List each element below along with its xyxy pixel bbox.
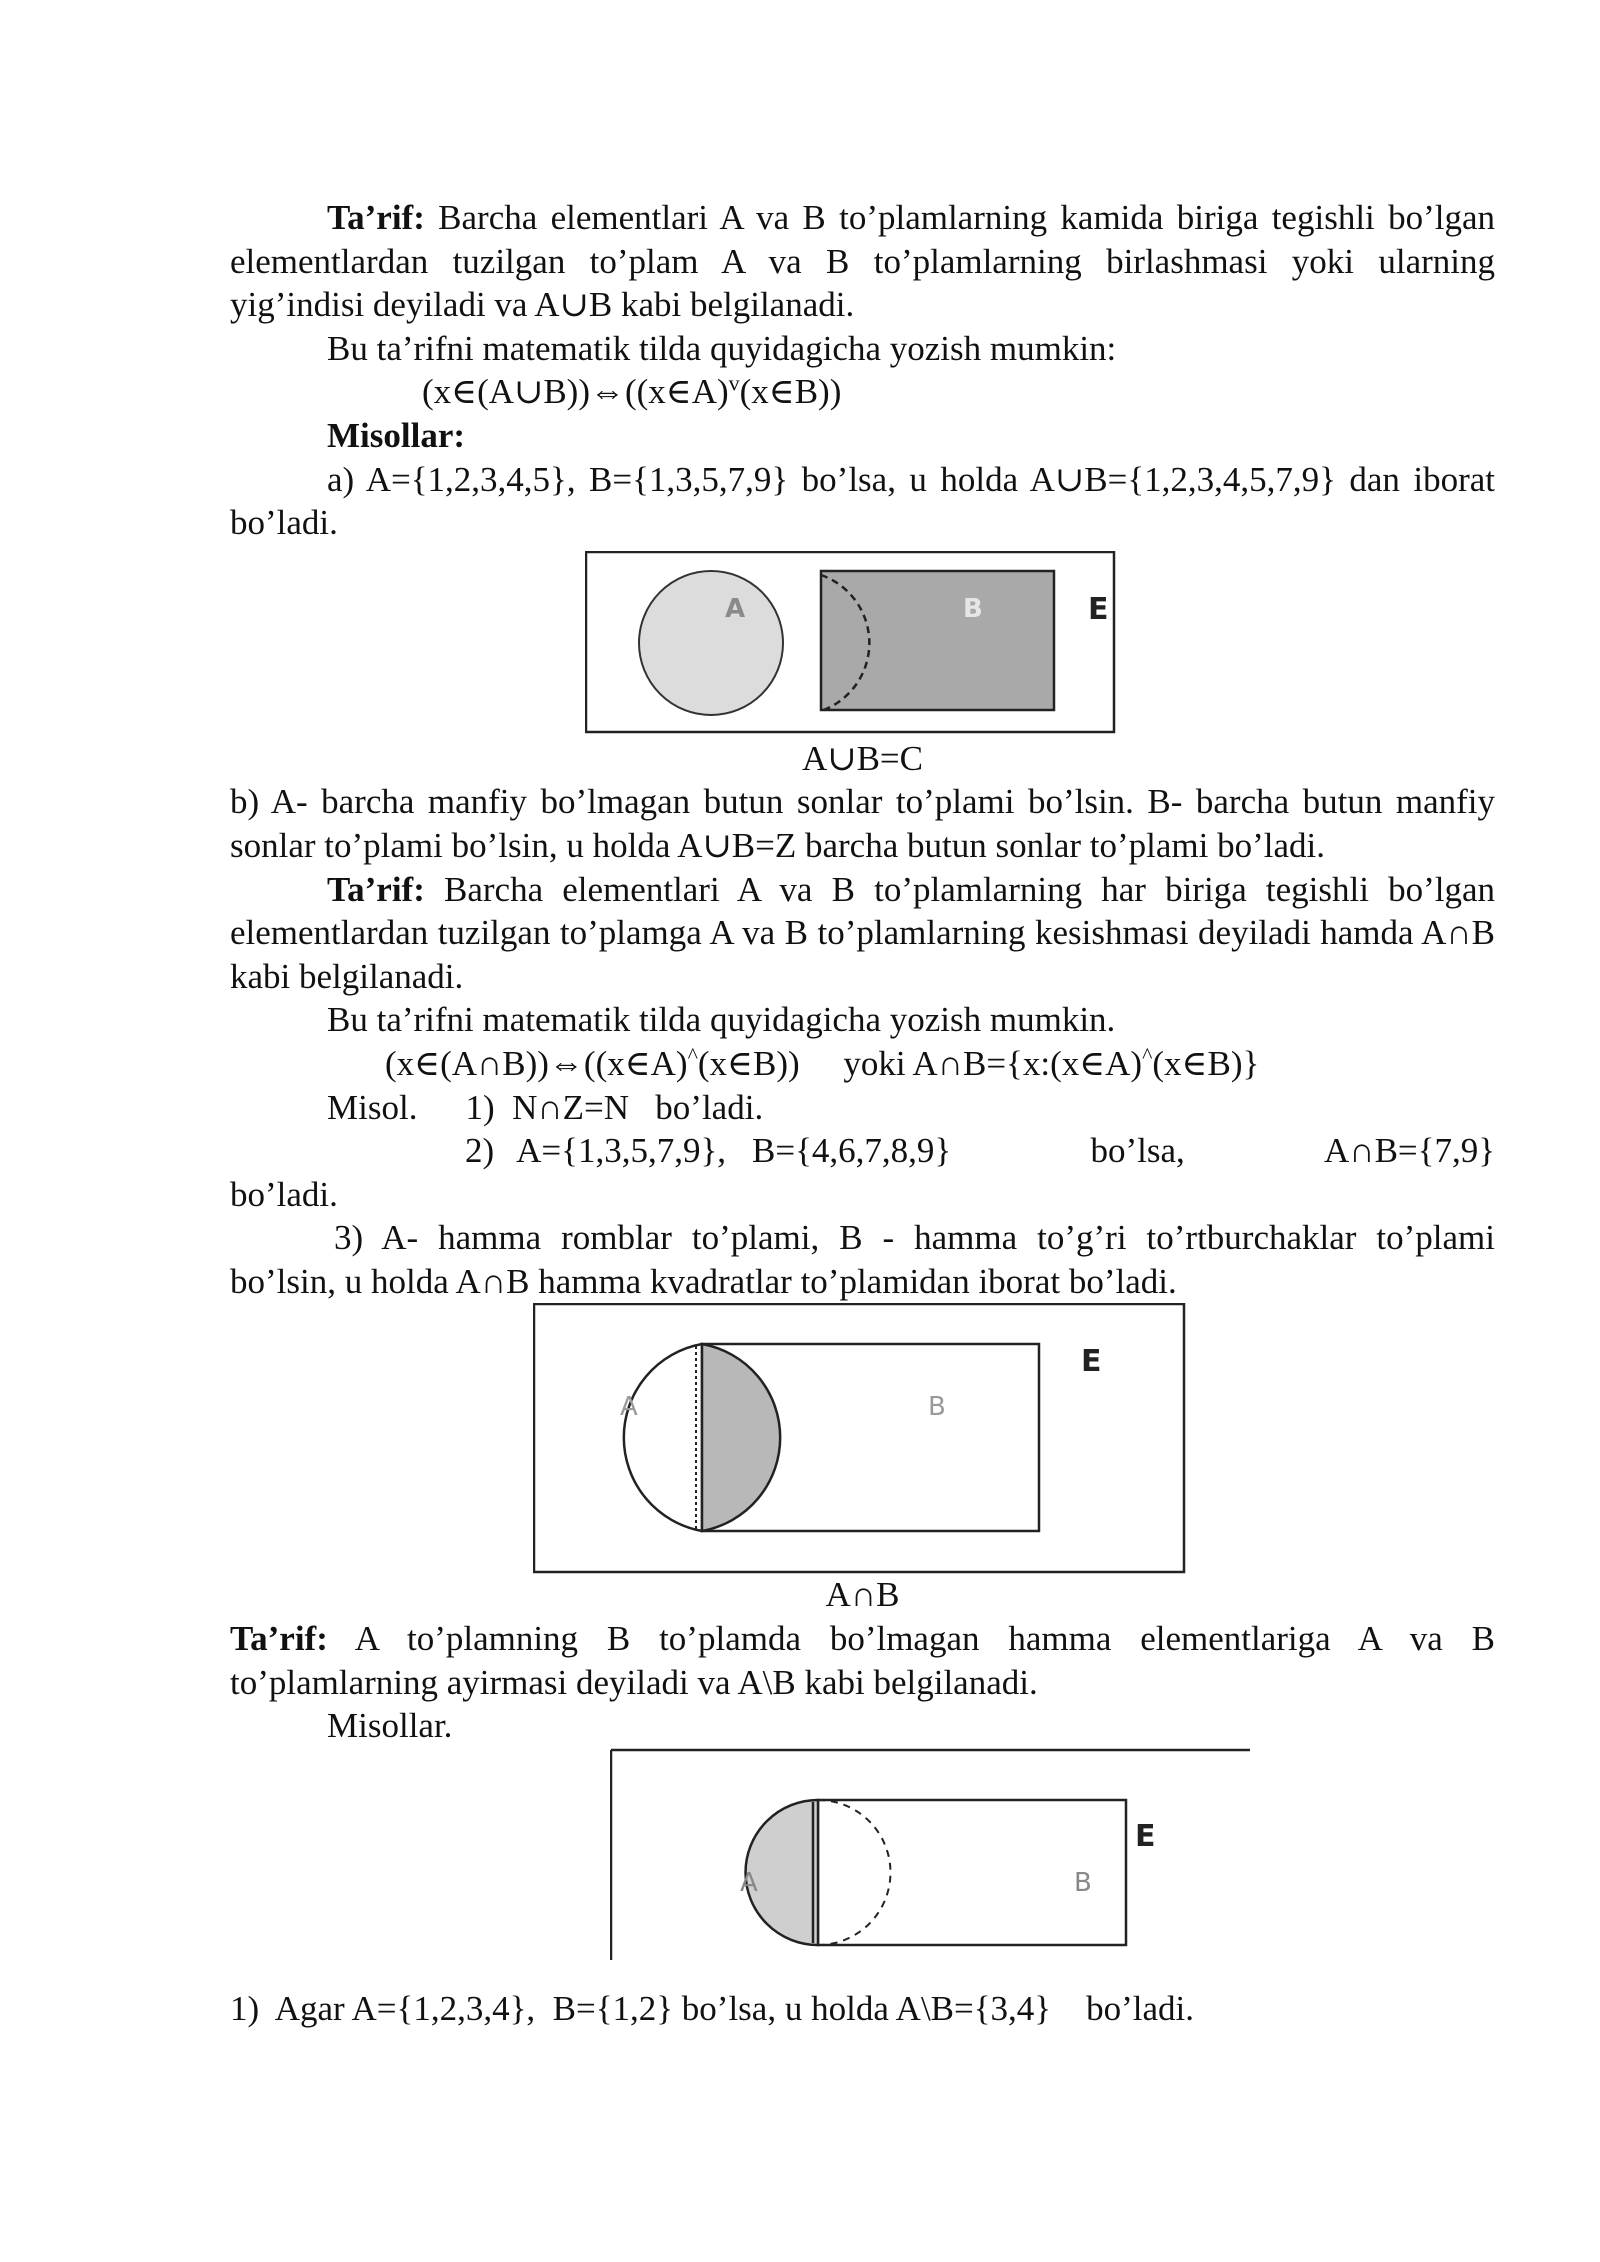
examples-heading xyxy=(230,414,1495,458)
intersection-formula xyxy=(230,1042,1495,1086)
misol-item-2-end: bo’ladi. xyxy=(230,1174,338,1214)
item2-bolsa: bo’lsa, xyxy=(1090,1131,1185,1171)
definition-text: Barcha elementlari A va B to’plamlarning har biriga tegishli bo’lgan elementlardan tuzilgan to’plamga A va B to’plamlarning kesishmasi deyiladi hamda A∩B kabi belgilanadi. xyxy=(230,869,1495,996)
union-venn-diagram xyxy=(585,551,1125,739)
label-b: B xyxy=(1074,1867,1092,1898)
definition-label: Ta’rif: xyxy=(327,198,425,237)
intersection-venn-diagram xyxy=(533,1303,1193,1575)
union-formula xyxy=(230,370,1495,414)
formula-part: (x∈(A∪B))⇔((x∈A) xyxy=(422,372,729,412)
misol-item-1: 1) N∩Z=N bo’ladi. xyxy=(465,1087,764,1127)
math-intro: Bu ta’rifni matematik tilda quyidagicha yozish mumkin: xyxy=(327,328,1117,368)
label-e: E xyxy=(1081,1344,1102,1380)
formula-part: (x∈(A∩B))⇔((x∈A) xyxy=(385,1043,688,1083)
union-definition xyxy=(230,196,1495,327)
difference-venn-diagram xyxy=(610,1748,1260,1963)
definition-label: Ta’rif: xyxy=(230,1619,328,1659)
formula-part: (x∈B)} xyxy=(1152,1043,1260,1083)
math-intro: Bu ta’rifni matematik tilda quyidagicha yozish mumkin. xyxy=(327,1000,1116,1040)
formula-sup: ^ xyxy=(687,1042,698,1068)
item2-set-b: B={4,6,7,8,9} xyxy=(752,1131,952,1171)
figure-caption: A∩B xyxy=(825,1575,900,1615)
formula-part: (x∈B)) xyxy=(739,372,842,412)
label-e: E xyxy=(1135,1818,1156,1854)
item2-left xyxy=(465,1129,951,1173)
label-a: A xyxy=(740,1867,758,1898)
set-a-arc xyxy=(624,1344,702,1531)
misol-item-2 xyxy=(230,1129,1495,1173)
example-a: a) A={1,2,3,4,5}, B={1,3,5,7,9} bo’lsa, u holda A∪B={1,2,3,4,5,7,9} dan iborat bo’ladi. xyxy=(230,459,1495,543)
label-e: E xyxy=(1088,591,1109,627)
figure-caption: A∪B=C xyxy=(801,738,924,778)
misol-label: Misol. xyxy=(327,1087,418,1127)
difference-definition xyxy=(230,1617,1495,1704)
item-number: 2) xyxy=(465,1131,495,1171)
label-a: A xyxy=(620,1392,638,1423)
document-page xyxy=(230,196,1495,2030)
set-b-rect xyxy=(821,571,1054,710)
examples-label: Misollar: xyxy=(327,415,466,455)
item2-result: A∩B={7,9} xyxy=(1324,1131,1495,1171)
definition-label: Ta’rif: xyxy=(327,869,425,909)
formula-part: (x∈B)) yoki A∩B={x:(x∈A) xyxy=(697,1043,1143,1083)
misol-item-3: 3) A- hamma romblar to’plami, B - hamma to’g’ri to’rtburchaklar to’plami bo’lsin, u holda A∩B hamma kvadratlar to’plamidan iborat bo’ladi. xyxy=(230,1218,1495,1301)
difference-example-1: 1) Agar A={1,2,3,4}, B={1,2} bo’lsa, u holda A\B={3,4} bo’ladi. xyxy=(230,1988,1194,2028)
example-b: b) A- barcha manfiy bo’lmagan butun sonlar to’plami bo’lsin. B- barcha butun manfiy sonlar to’plami bo’lsin, u holda A∪B=Z barcha butun sonlar to’plami bo’ladi. xyxy=(230,782,1495,865)
misol-line xyxy=(230,1086,1495,1130)
set-a-circle xyxy=(639,571,783,715)
label-a: A xyxy=(725,593,746,624)
intersection-definition xyxy=(230,868,1495,999)
formula-sup: v xyxy=(728,370,740,396)
label-b: B xyxy=(928,1392,946,1423)
definition-text: A to’plamning B to’plamda bo’lmagan hamma elementlariga A va B to’plamlarning ayirmasi deyiladi va A\B kabi belgilanadi. xyxy=(230,1619,1495,1702)
formula-sup: ^ xyxy=(1142,1042,1153,1068)
label-b: B xyxy=(963,593,983,624)
examples-heading: Misollar. xyxy=(327,1706,453,1746)
definition-text: Barcha elementlari A va B to’plamlarning kamida biriga tegishli bo’lgan elementlardan tuzilgan to’plam A va B to’plamlarning birlashmasi yoki ularning yig’indisi deyiladi va A∪B kabi belgilanadi. xyxy=(230,198,1495,325)
item2-set-a: A={1,3,5,7,9}, xyxy=(516,1131,727,1171)
